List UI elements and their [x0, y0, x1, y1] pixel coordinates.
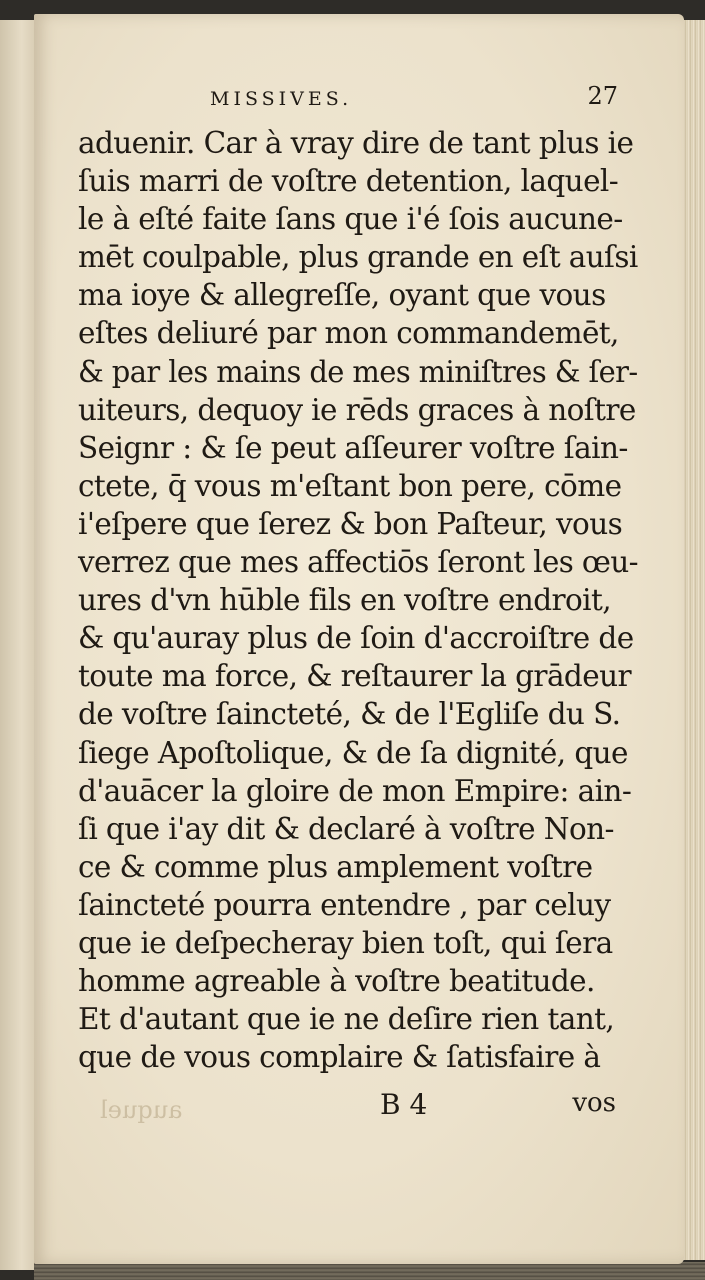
text-line: mēt coulpable, plus grande en eſt auſsi — [78, 240, 638, 275]
facing-page-edge — [0, 20, 37, 1270]
page-fore-edge — [682, 20, 705, 1260]
bleed-through-text: auquel — [100, 1096, 183, 1124]
signature-mark: B 4 — [380, 1088, 428, 1122]
text-line: le à eſté faite ſans que i'é ſois aucune- — [78, 202, 623, 237]
text-line: toute ma force, & reſtaurer la grādeur — [78, 659, 631, 694]
text-line: ſi que i'ay dit & declaré à voſtre Non- — [78, 811, 614, 846]
book-bottom-edge — [34, 1262, 705, 1280]
text-line: ſaincteté pourra entendre , par celuy — [78, 887, 611, 922]
text-line: Et d'autant que ie ne deſire rien tant, — [78, 1002, 615, 1037]
catchword: vos — [572, 1088, 616, 1119]
running-head: MISSIVES. — [210, 88, 353, 110]
text-line: verrez que mes affectiōs ſeront les œu- — [78, 545, 638, 580]
page-footer — [78, 1084, 638, 1130]
body-text — [78, 124, 638, 1076]
text-line: de voſtre ſaincteté, & de l'Egliſe du S. — [78, 697, 621, 732]
text-line: ma ioye & allegreſſe, oyant que vous — [78, 278, 606, 313]
text-line: ctete, q̄ vous m'eſtant bon pere, cōme — [78, 468, 622, 503]
text-line: uiteurs, dequoy ie rēds graces à noſtre — [78, 392, 636, 427]
text-line: homme agreable à voſtre beatitude. — [78, 964, 595, 999]
text-line: eſtes deliuré par mon commandemēt, — [78, 316, 619, 351]
text-line: Seignr : & ſe peut aſſeurer voſtre ſain- — [78, 430, 628, 465]
text-line: que ie deſpecheray bien toſt, qui ſera — [78, 925, 613, 960]
text-line: & qu'auray plus de ſoin d'accroiſtre de — [78, 621, 634, 656]
text-line: ſuis marri de voſtre detention, laquel- — [78, 164, 619, 199]
page-header — [78, 82, 638, 124]
text-line: ce & comme plus amplement voſtre — [78, 849, 593, 884]
page-number: 27 — [587, 82, 618, 110]
text-line: que de vous complaire & ſatisfaire à — [78, 1040, 601, 1075]
text-line: aduenir. Car à vray dire de tant plus ie — [78, 126, 634, 160]
text-line: ſiege Apoſtolique, & de ſa dignité, que — [78, 735, 628, 770]
text-line: & par les mains de mes miniſtres & ſer- — [78, 354, 638, 389]
page-text-block — [78, 82, 638, 1130]
text-line: i'eſpere que ſerez & bon Paſteur, vous — [78, 506, 623, 541]
text-line: ures d'vn hūble fils en voſtre endroit, — [78, 583, 612, 618]
text-line: d'auācer la gloire de mon Empire: ain- — [78, 773, 632, 808]
